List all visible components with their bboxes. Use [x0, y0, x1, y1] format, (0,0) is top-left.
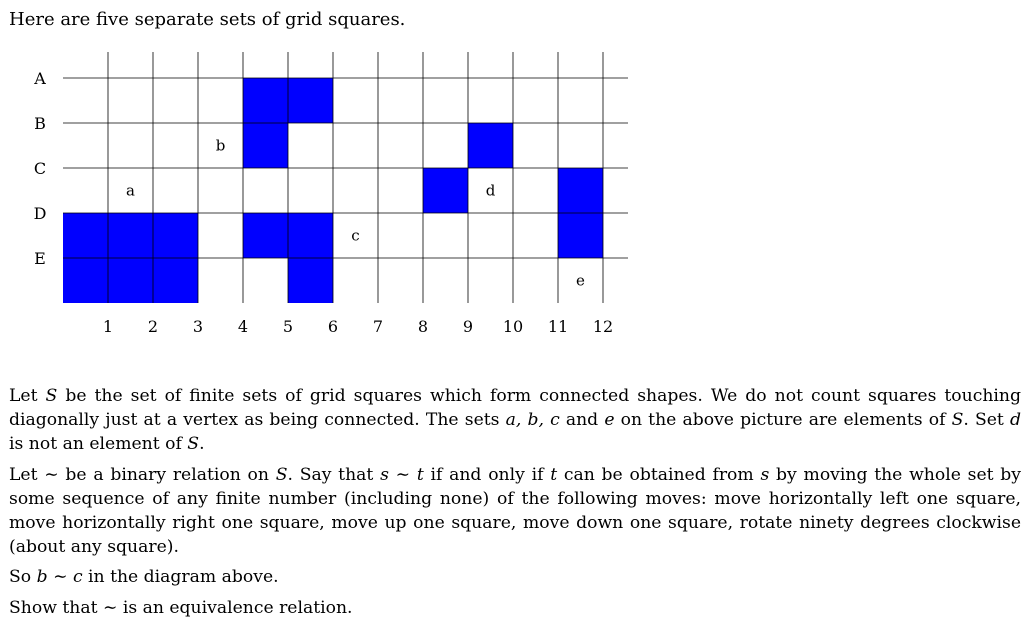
- filled-square-a: [63, 258, 108, 303]
- text-run: be the set of finite sets of grid squares which form connected shapes. We do not count squares touching diagonally just at a vertex as being connected. The sets: [9, 386, 1021, 430]
- col-label: 12: [592, 317, 614, 336]
- filled-square-e: [558, 213, 603, 258]
- text-run: ∼: [388, 465, 417, 485]
- math-symbol: S: [275, 465, 288, 485]
- row-label: A: [34, 69, 46, 88]
- math-symbol: S: [951, 410, 964, 430]
- col-label: 5: [282, 317, 294, 336]
- row-label: E: [34, 249, 46, 268]
- filled-square-b: [243, 123, 288, 168]
- text-run: . Set: [963, 410, 1010, 430]
- filled-square-c: [288, 258, 333, 303]
- text-run: ∼: [47, 567, 73, 587]
- text-run: Let: [9, 386, 46, 406]
- filled-square-d: [468, 123, 513, 168]
- text-run: .: [199, 434, 205, 454]
- intro-text: Here are five separate sets of grid squares.: [9, 9, 406, 30]
- col-label: 6: [327, 317, 339, 336]
- math-symbol: s: [380, 465, 389, 485]
- col-label: 1: [102, 317, 114, 336]
- grid-diagram: [0, 40, 660, 340]
- text-run: if and only if: [423, 465, 551, 485]
- filled-square-b: [288, 78, 333, 123]
- col-label: 10: [502, 317, 524, 336]
- math-symbol: t: [550, 465, 558, 485]
- filled-square-d: [423, 168, 468, 213]
- math-symbol: d: [1009, 410, 1021, 430]
- set-label-d: d: [485, 181, 496, 200]
- filled-square-a: [153, 258, 198, 303]
- text-run: So: [9, 567, 37, 587]
- text-run: is not an element of: [9, 434, 188, 454]
- math-symbol: e: [604, 410, 615, 430]
- text-run: Show that ∼ is an equivalence relation.: [9, 598, 353, 618]
- filled-square-b: [243, 78, 288, 123]
- math-symbol: c: [72, 567, 83, 587]
- col-label: 8: [417, 317, 429, 336]
- text-run: and: [559, 410, 605, 430]
- col-label: 2: [147, 317, 159, 336]
- filled-square-a: [108, 258, 153, 303]
- filled-square-e: [558, 168, 603, 213]
- filled-square-a: [108, 213, 153, 258]
- math-symbol: t: [416, 465, 424, 485]
- row-label: D: [33, 204, 47, 223]
- text-run: Let ∼ be a binary relation on: [9, 465, 276, 485]
- math-symbol: a, b, c: [505, 410, 560, 430]
- col-label: 11: [547, 317, 569, 336]
- row-label: C: [33, 159, 47, 178]
- set-label-e: e: [576, 271, 585, 290]
- filled-square-a: [63, 213, 108, 258]
- math-symbol: s: [760, 465, 770, 485]
- example-paragraph: [9, 565, 1021, 589]
- math-symbol: b: [36, 567, 48, 587]
- text-run: . Say that: [287, 465, 381, 485]
- text-run: by moving the whole set by some sequence of any finite number (including none) of the following moves: move horizontally left one square, move horizontally right one square, move up one square, move down one square, rotate ninety degrees clockwise (about any square).: [9, 465, 1022, 557]
- col-label: 4: [237, 317, 249, 336]
- filled-square-c: [243, 213, 288, 258]
- set-label-a: a: [126, 181, 135, 200]
- math-symbol: S: [187, 434, 200, 454]
- definition-paragraph: [9, 384, 1021, 456]
- row-label: B: [34, 114, 46, 133]
- col-label: 3: [192, 317, 204, 336]
- filled-square-a: [153, 213, 198, 258]
- col-label: 7: [372, 317, 384, 336]
- text-run: can be obtained from: [557, 465, 761, 485]
- set-label-b: b: [215, 136, 226, 155]
- math-symbol: S: [45, 386, 58, 406]
- text-run: on the above picture are elements of: [614, 410, 952, 430]
- set-label-c: c: [351, 226, 360, 245]
- text-run: in the diagram above.: [82, 567, 279, 587]
- relation-paragraph: [9, 463, 1021, 559]
- filled-square-c: [288, 213, 333, 258]
- col-label: 9: [462, 317, 474, 336]
- task-paragraph: [9, 596, 1021, 620]
